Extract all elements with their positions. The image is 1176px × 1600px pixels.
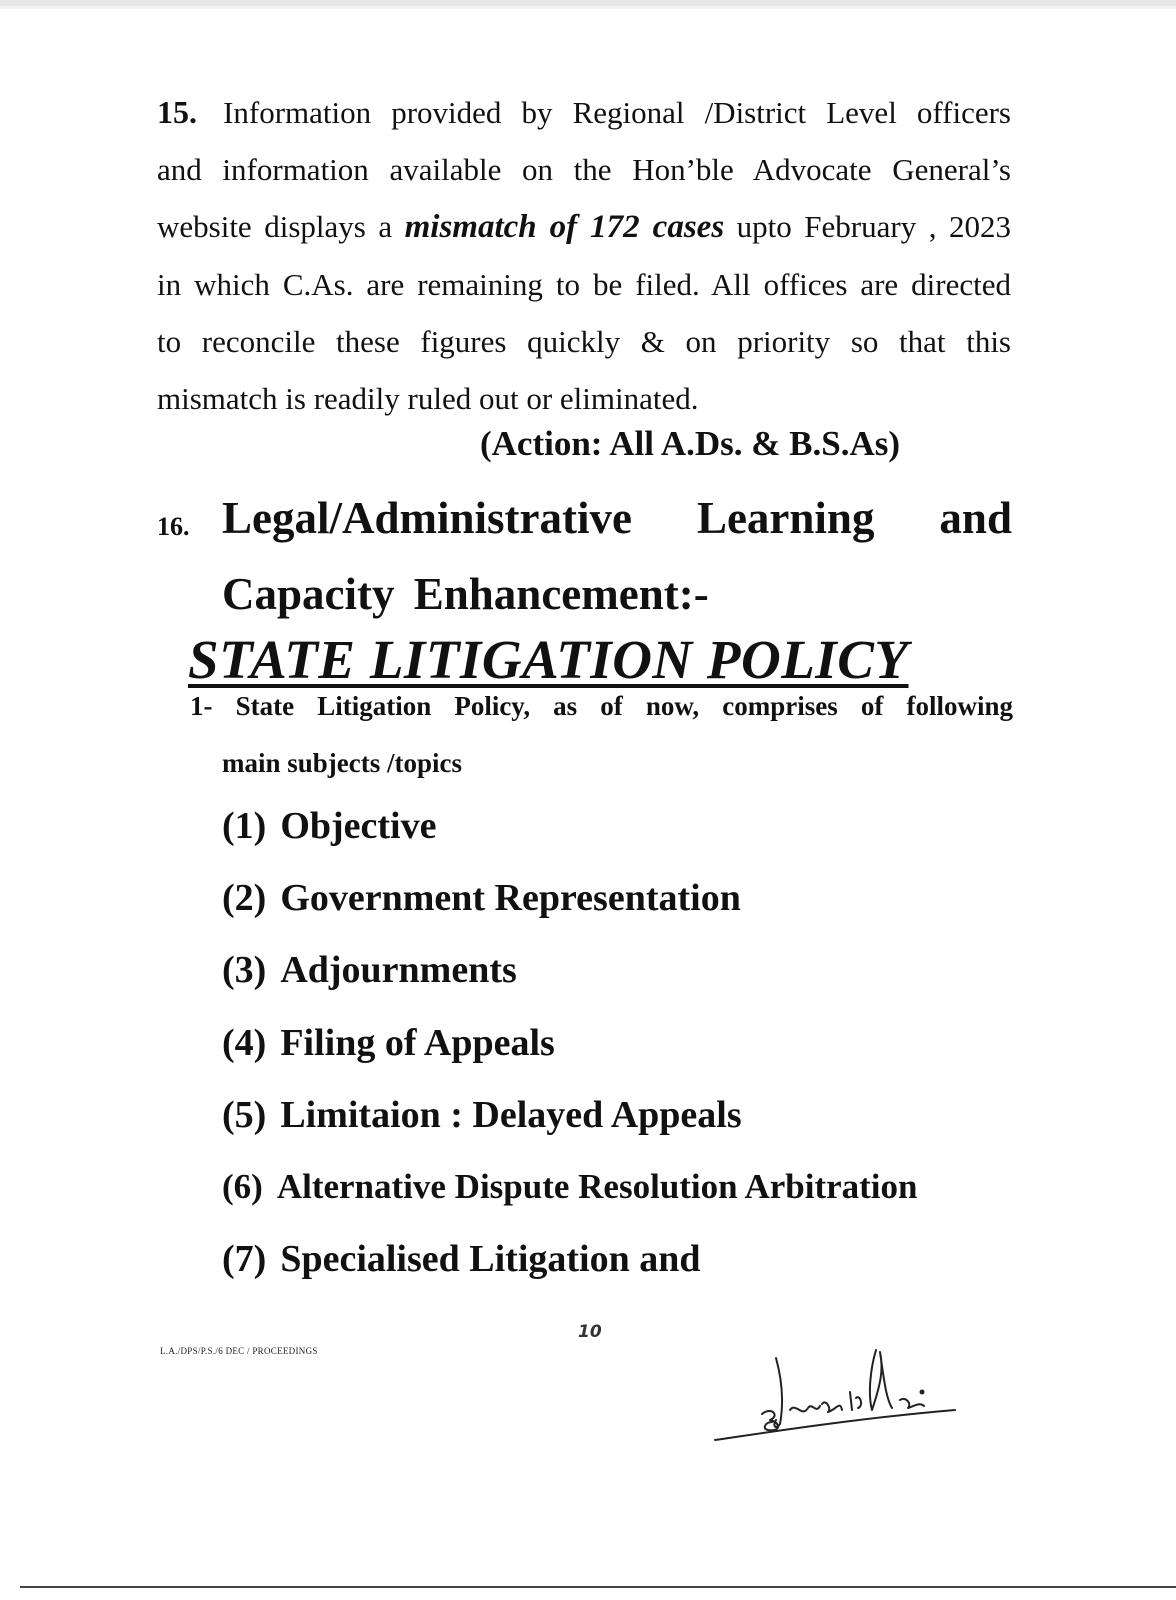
topic-item bbox=[222, 944, 917, 1016]
section-15-number: 15. bbox=[157, 94, 197, 130]
section-16-heading-line-1: Legal/Administrative Learning and bbox=[222, 493, 1012, 543]
section-15-line-6: mismatch is readily ruled out or eliminated. bbox=[157, 381, 699, 416]
handwritten-signature bbox=[710, 1340, 960, 1455]
section-16-number: 16. bbox=[157, 512, 190, 541]
topic-number: (2) bbox=[222, 877, 267, 920]
section-15-line-3: website displays a mismatch of 172 cases upto February , 2023 bbox=[157, 209, 1011, 245]
state-litigation-policy-title: STATE LITIGATION POLICY bbox=[188, 629, 909, 690]
section-16-heading-line-2: Capacity Enhancement:- bbox=[222, 569, 709, 619]
topic-label: Government Representation bbox=[280, 877, 741, 920]
section-15-line-1: 15. Information provided by Regional /District Level officers bbox=[157, 94, 1011, 130]
topic-number: (4) bbox=[222, 1021, 267, 1064]
policy-topics-list bbox=[222, 800, 917, 1305]
topic-number: (5) bbox=[222, 1093, 267, 1136]
topic-label: Adjournments bbox=[280, 949, 517, 992]
topic-item bbox=[222, 800, 917, 872]
action-note: (Action: All A.Ds. & B.S.As) bbox=[480, 424, 901, 463]
section-15-line-2: and information available on the Hon’ble Advocate General’s bbox=[157, 152, 1011, 187]
mismatch-emphasis: mismatch of 172 cases bbox=[404, 209, 725, 245]
topic-number: (6) bbox=[222, 1166, 263, 1206]
policy-intro-line-1: 1- State Litigation Policy, as of now, comprises of following bbox=[190, 691, 1013, 721]
topic-number: (3) bbox=[222, 949, 267, 992]
topic-item bbox=[222, 1017, 917, 1089]
reference-code: L.A./DPS/P.S./6 DEC / PROCEEDINGS bbox=[160, 1346, 318, 1356]
topic-item bbox=[222, 1161, 917, 1233]
topic-item bbox=[222, 1233, 917, 1305]
section-15-line-5: to reconcile these figures quickly & on priority so that this bbox=[157, 324, 1011, 359]
topic-label: Alternative Dispute Resolution Arbitration bbox=[276, 1166, 918, 1206]
bottom-border-line bbox=[20, 1586, 1176, 1588]
policy-intro-line-2: main subjects /topics bbox=[222, 748, 463, 778]
topic-label: Filing of Appeals bbox=[280, 1021, 555, 1064]
scan-top-edge bbox=[0, 0, 1176, 14]
topic-number: (1) bbox=[222, 805, 267, 847]
topic-number: (7) bbox=[222, 1238, 267, 1281]
topic-item bbox=[222, 872, 917, 944]
section-15-paragraph bbox=[157, 84, 1011, 427]
section-15-line-4: in which C.As. are remaining to be filed. All offices are directed bbox=[157, 267, 1011, 302]
topic-label: Specialised Litigation and bbox=[280, 1238, 701, 1281]
topic-label: Objective bbox=[280, 805, 437, 847]
topic-item bbox=[222, 1089, 917, 1161]
topic-label: Limitaion : Delayed Appeals bbox=[280, 1093, 742, 1136]
page-number: 10 bbox=[578, 1322, 602, 1342]
